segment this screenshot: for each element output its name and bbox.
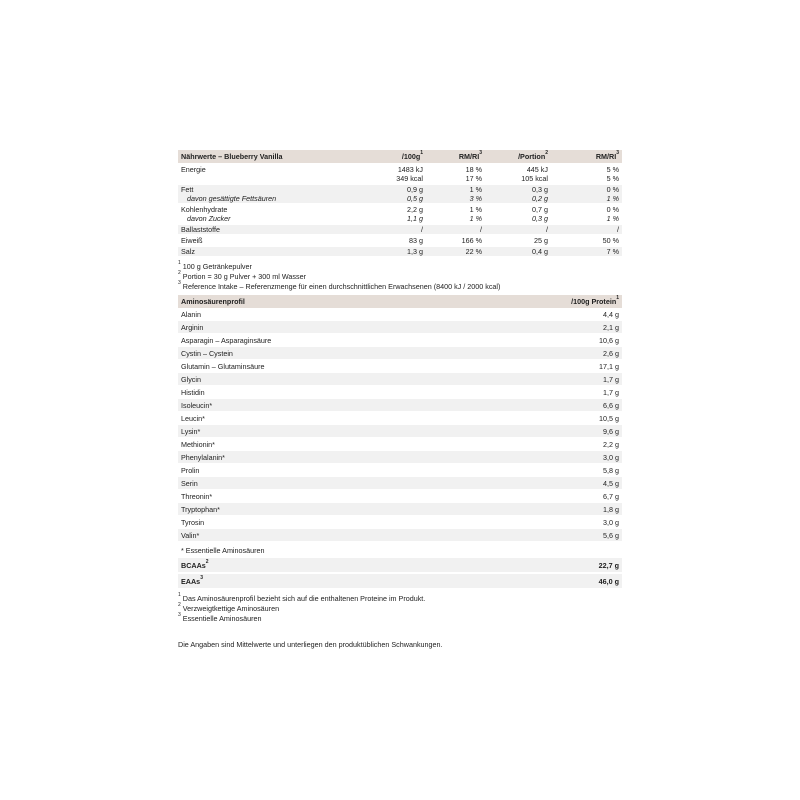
amino-value: 1,8 g: [603, 504, 619, 514]
ri-portion-header: $RM/RI^3$: [595, 150, 619, 161]
amino-value: 17,1 g: [599, 361, 619, 371]
amino-row: [178, 334, 622, 347]
ri-percent-portion: 50 %: [602, 236, 619, 245]
amino-name: Glycin: [181, 374, 201, 384]
amino-value: 6,7 g: [603, 491, 619, 501]
amino-name: Threonin*: [181, 491, 213, 501]
ri-percent-portion: 0 %: [606, 205, 619, 214]
ri-percent-100g: 22 %: [465, 247, 482, 256]
amino-row: [178, 477, 622, 490]
amino-row: [178, 347, 622, 360]
amino-name: Isoleucin*: [181, 400, 213, 410]
bcaa-value: 22,7 g: [598, 560, 619, 570]
nutrition-header-row: [178, 150, 622, 163]
nutrition-row-carbs: [178, 205, 622, 223]
amino-row: [178, 412, 622, 425]
footnote: $^1$ Das Aminosäurenprofil bezieht sich auf die enthaltenen Proteine im Produkt.: [178, 592, 426, 603]
ri-percent-100g: 1 %: [469, 214, 482, 223]
value-per-100g: 0,9 g: [407, 185, 423, 194]
amino-name: Cystin – Cystein: [181, 348, 233, 358]
amino-row: [178, 438, 622, 451]
ri-percent-portion: 5 %: [606, 174, 619, 183]
value-per-100g: 1,1 g: [407, 214, 423, 223]
amino-value: 4,4 g: [603, 309, 619, 319]
amino-row: [178, 503, 622, 516]
nutrition-row-energy: [178, 165, 622, 183]
nutrient-subname: davon Zucker: [187, 214, 231, 223]
amino-value: 1,7 g: [603, 387, 619, 397]
footnote: $^2$ Portion = 30 g Pulver + 300 ml Wasser: [178, 270, 306, 281]
amino-name: Tyrosin: [181, 517, 205, 527]
nutrient-name: Fett: [181, 185, 194, 194]
ri-percent-portion: 5 %: [606, 165, 619, 174]
amino-name: Phenylalanin*: [181, 452, 225, 462]
amino-name: Valin*: [181, 530, 200, 540]
amino-name: Asparagin – Asparaginsäure: [181, 335, 272, 345]
amino-value: 10,5 g: [599, 413, 619, 423]
amino-row: [178, 399, 622, 412]
nutrient-name: Kohlenhydrate: [181, 205, 228, 214]
amino-row: [178, 490, 622, 503]
value-per-portion: 445 kJ: [526, 165, 548, 174]
value-per-100g: 0,5 g: [407, 194, 423, 203]
nutrition-title: Nährwerte – Blueberry Vanilla: [181, 152, 283, 161]
nutrition-footnotes: [178, 262, 622, 292]
value-per-portion: /: [546, 225, 548, 234]
amino-value: 2,6 g: [603, 348, 619, 358]
amino-value: 1,7 g: [603, 374, 619, 384]
nutrient-name: Energie: [181, 165, 206, 174]
ri-percent-100g: 3 %: [469, 194, 482, 203]
ri-100g-header: $RM/RI^3$: [458, 150, 482, 161]
ri-percent-100g: 1 %: [469, 205, 482, 214]
disclaimer: Die Angaben sind Mittelwerte und unterliegen den produktüblichen Schwankungen.: [178, 640, 443, 649]
nutrient-name: Eiweiß: [181, 236, 203, 245]
amino-row: [178, 360, 622, 373]
amino-row: [178, 529, 622, 542]
amino-column-header: /100g Protein$^1$: [571, 295, 619, 306]
footnote: $^1$ 100 g Getränkepulver: [178, 260, 252, 271]
amino-value: 5,8 g: [603, 465, 619, 475]
value-per-portion: 105 kcal: [521, 174, 548, 183]
value-per-100g: 1,3 g: [407, 247, 423, 256]
bcaa-row: BCAAs$^2$ 22,7 g: [178, 558, 622, 572]
amino-value: 3,0 g: [603, 517, 619, 527]
nutrition-table: [178, 150, 622, 256]
ri-percent-portion: 0 %: [606, 185, 619, 194]
amino-acid-table: [178, 295, 622, 588]
amino-value: 9,6 g: [603, 426, 619, 436]
footnote: $^3$ Reference Intake – Referenzmenge für einen durchschnittlichen Erwachsenen (8400 kJ / 2000 kcal): [178, 280, 501, 291]
amino-row: [178, 451, 622, 464]
amino-header-row: [178, 295, 622, 308]
amino-row: [178, 386, 622, 399]
nutrition-row-fiber: [178, 225, 622, 234]
amino-row: [178, 308, 622, 321]
amino-title: Aminosäurenprofil: [181, 297, 245, 306]
amino-name: Lysin*: [181, 426, 201, 436]
amino-name: Leucin*: [181, 413, 205, 423]
amino-value: 3,0 g: [603, 452, 619, 462]
amino-row: [178, 464, 622, 477]
amino-value: 2,2 g: [603, 439, 619, 449]
value-per-100g: 83 g: [409, 236, 423, 245]
value-per-portion: 25 g: [534, 236, 548, 245]
ri-percent-100g: 18 %: [465, 165, 482, 174]
ri-percent-100g: /: [480, 225, 482, 234]
ri-percent-100g: 17 %: [465, 174, 482, 183]
value-per-portion: 0,2 g: [532, 194, 548, 203]
amino-name: Tryptophan*: [181, 504, 220, 514]
footnote: $^2$ Verzweigtkettige Aminosäuren: [178, 602, 280, 613]
amino-row: [178, 516, 622, 529]
amino-value: 4,5 g: [603, 478, 619, 488]
nutrition-row-salt: [178, 247, 622, 256]
nutrient-name: Ballaststoffe: [181, 225, 221, 234]
ri-percent-100g: 166 %: [461, 236, 482, 245]
amino-row: [178, 321, 622, 334]
nutrient-name: Salz: [181, 247, 195, 256]
amino-value: 6,6 g: [603, 400, 619, 410]
nutrition-document: [178, 150, 622, 650]
ri-percent-100g: 1 %: [469, 185, 482, 194]
amino-value: 10,6 g: [599, 335, 619, 345]
amino-row: [178, 425, 622, 438]
eaa-value: 46,0 g: [598, 576, 619, 586]
value-per-100g: 2,2 g: [407, 205, 423, 214]
nutrient-subname: davon gesättigte Fettsäuren: [187, 194, 277, 203]
eaa-row: EAAs$^3$ 46,0 g: [178, 574, 622, 588]
amino-value: 5,6 g: [603, 530, 619, 540]
amino-name: Glutamin – Glutaminsäure: [181, 361, 265, 371]
ri-percent-portion: 1 %: [606, 194, 619, 203]
amino-name: Histidin: [181, 387, 205, 397]
amino-footnotes: [178, 594, 622, 624]
amino-value: 2,1 g: [603, 322, 619, 332]
amino-name: Arginin: [181, 322, 204, 332]
value-per-100g: 1483 kJ: [397, 165, 423, 174]
essential-note: * Essentielle Aminosäuren: [181, 545, 265, 555]
ri-percent-portion: /: [617, 225, 619, 234]
value-per-portion: 0,3 g: [532, 185, 548, 194]
value-per-100g: 349 kcal: [396, 174, 423, 183]
amino-name: Alanin: [181, 309, 201, 319]
amino-row: [178, 373, 622, 386]
value-per-portion: 0,7 g: [532, 205, 548, 214]
amino-name: Serin: [181, 478, 198, 488]
per-100g-header: $/100g^1$: [401, 150, 423, 161]
value-per-portion: 0,3 g: [532, 214, 548, 223]
nutrition-row-protein: [178, 236, 622, 245]
value-per-portion: 0,4 g: [532, 247, 548, 256]
value-per-100g: /: [421, 225, 423, 234]
nutrition-row-fat: [178, 185, 622, 203]
per-portion-header: /Portion$^2$: [518, 150, 548, 161]
ri-percent-portion: 7 %: [606, 247, 619, 256]
amino-name: Prolin: [181, 465, 200, 475]
ri-percent-portion: 1 %: [606, 214, 619, 223]
footnote: $^3$ Essentielle Aminosäuren: [178, 612, 262, 623]
amino-name: Methionin*: [181, 439, 215, 449]
